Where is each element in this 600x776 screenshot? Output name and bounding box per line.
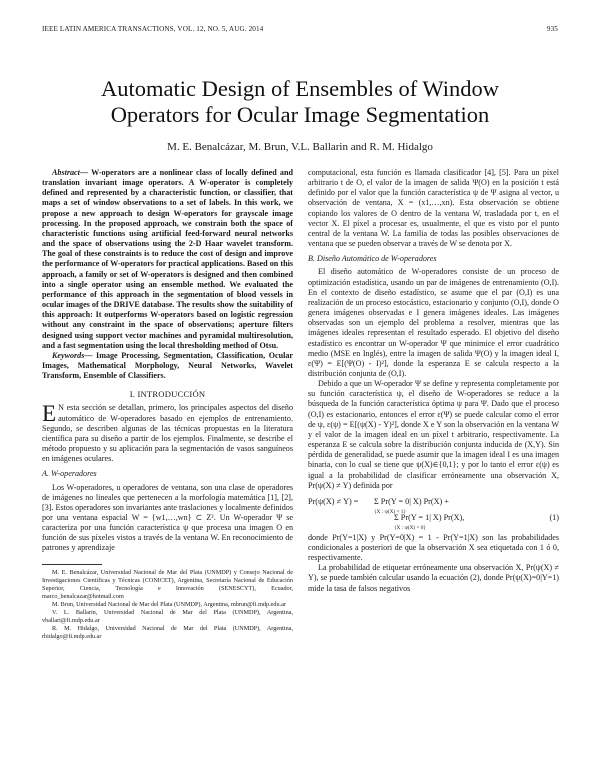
drop-cap: E	[42, 401, 57, 427]
equation-sum-1: Σ Pr(Y = 0| X) Pr(X) +	[374, 496, 449, 506]
right-column	[308, 168, 559, 594]
keywords	[42, 351, 293, 381]
footnote-hidalgo: R. M. Hidalgo, Universidad Nacional de Mar del Plata (UNMDP), Argentina, rhidalgo@fi.mdp.edu.ar	[42, 625, 293, 641]
title-line-1: Automatic Design of Ensembles of Window	[101, 76, 499, 101]
intro-paragraph-1-text: N esta sección se detallan, primero, los principales aspectos del diseño automático de W-operadores basado en ejemplos de entrenamiento. Segundo, se describen algunas de las técnicas propuestas en la literatura científica para su diseño a partir de los ejemplos. Finalmente, se describe el método propuesto y su aplicación para la segmentación de vasos sanguíneos en imágenes oculares.	[42, 403, 293, 464]
footnote-divider	[42, 564, 102, 565]
footnote-brun: M. Brun, Universidad Nacional de Mar del Plata (UNMDP), Argentina, mbrun@fi.mdp.edu.ar	[52, 601, 286, 608]
equation-1	[308, 495, 559, 529]
subsection-heading-diseno: B. Diseño Automático de W-operadores	[308, 254, 437, 264]
abstract-text: — W-operators are a nonlinear class of locally defined and translation invariant image operators. A W-operator is completely defined and represented by a characteristic function, or classifier, that maps a set of window observations to a set of labels. In this work, we propose a new approach to design W-operators for grayscale image processing. In the proposed approach, we constrain both the space of characteristic functions using artificial feed-forward neural networks and the space of observations using the 2-D Haar wavelet transform. The goal of these constraints is to reduce the cost of design and improve the performance of W-operators for practical applications. Based on this approach, a family or set of W-operators is designed and then combined into a single operator using an ensemble method. We evaluated the performance of this approach in the segmentation of blood vessels in ocular images of the DRIVE database. The results show the suitability of this approach: It outperforms W-operators based on logistic regression without any constraint in the space of observations; aperture filters designed using support vector machines and pyramidal multiresolution, and a fast segmentation using the local thresholding method of Otsu.	[42, 168, 293, 350]
title-line-2: Operators for Ocular Image Segmentation	[110, 102, 490, 127]
equation-sum-2: Σ Pr(Y = 1| X) Pr(X),	[394, 512, 465, 522]
section-heading-introduction: I. INTRODUCCIÓN	[129, 389, 206, 400]
keywords-label: Keywords	[52, 350, 85, 360]
page-number: 935	[546, 25, 558, 33]
author-list: M. E. Benalcázar, M. Brun, V.L. Ballarin and R. M. Hidalgo	[167, 141, 433, 153]
running-header: IEEE LATIN AMERICA TRANSACTIONS, VOL. 12, NO. 5, AUG. 2014	[42, 25, 264, 33]
keywords-text: — Image Processing, Segmentation, Classification, Ocular Images, Mathematical Morphology, Neural Networks, Wavelet Transform, Ensemble of Classifiers.	[42, 350, 293, 381]
paragraph-characteristic-function: Debido a que un W-operador Ψ se define y representa completamente por su función característica ψ, el diseño de W-operadores se reduce a la búsqueda de la función característica óptima ψ para Ψ. Dado que el proceso (O,I) es estacionario, entonces el error ε(Ψ) se puede calcular como el error de ψ, ε(ψ) = E[(ψ(X) - Y)²], donde X e Y son la observación en la ventana W y el valor de la imagen ideal en un píxel t arbitrario, respectivamente. La esperanza E se calcula sobre la distribución conjunta inducida de (X,Y). Sin pérdida de generalidad, se puede asumir que la imagen ideal I es una imagen binaria, con lo cual se tiene que ψ(X)∈{0,1}; y por lo tanto el error ε(ψ) es igual a la probabilidad de clasificar erróneamente una observación X, Pr(ψ(X) ≠ Y) definida por	[308, 379, 559, 490]
paragraph-error-probability: La probabilidad de etiquetar erróneamente una observación X, Pr(ψ(X) ≠ Y), se puede también calcular usando la ecuación (2), donde Pr(ψ(X)=0|Y=1) mide la tasa de falsos negativos	[308, 563, 559, 593]
equation-number: (1)	[549, 512, 559, 522]
paper-title	[40, 76, 560, 128]
paragraph-continuation: computacional, esta función es llamada clasificador [4], [5]. Para un píxel arbitrario t de O, el valor de la imagen de salida Ψ(O) en la posición t está definido por el valor que la función característica ψ de Ψ asigna al vector, u observación de ventana, X = (x1,…,xn). Esta observación se obtiene copiando los valores de O dentro de la ventana W, trasladada por t, en el vector X. El píxel a procesar es, usualmente, el que es visto por el punto central de la ventana W. La familia de todas las posibles observaciones de ventana que se pueden observar a través de W se denota por X.	[308, 168, 559, 249]
intro-paragraph-1	[42, 403, 293, 464]
paragraph-design: El diseño automático de W-operadores consiste de un proceso de optimización estadística, usando un par de imágenes de entrenamiento (O,I). En el contexto de diseño estadístico, se asume que el par (O,I) es una realización de un proceso estocástico, estacionario y conjunto (O,I), donde O genera imágenes observadas e I genera imágenes ideales. Las imágenes observadas son un ejemplo del problema a resolver, mientras que las imágenes ideales representan el resultado esperado. El objetivo del diseño estadístico es encontrar un W-operador Ψ que minimice el error cuadrático medio (MSE en Inglés), entre la imagen de salida Ψ(O) y la imagen ideal I, ε(Ψ) = E[(Ψ(O) - I)²], donde la esperanza E se calcula respecto a la distribución conjunta de (O,I).	[308, 267, 559, 378]
equation-sum-1-index: {X : ψ(X) = 1}	[374, 508, 406, 515]
footnote-ballarin: V. L. Ballarin, Universidad Nacional de Mar del Plata (UNMDP), Argentina, vballari@fi.mdp.edu.ar	[42, 609, 293, 625]
abstract-label: Abstract	[52, 168, 80, 177]
paragraph-posterior: donde Pr(Y=1|X) y Pr(Y=0|X) = 1 - Pr(Y=1|X) son las probabilidades condicionales a posteriori de que la observación X sea etiquetada con 1 ó 0, respectivamente.	[308, 532, 559, 563]
equation-sum-2-index: {X : ψ(X) = 0}	[394, 524, 426, 531]
footnote-benalcazar: M. E. Benalcázar, Universidad Nacional de Mar del Plata (UNMDP) y Consejo Nacional de Investigaciones Científicas y Técnicas (CONICET), Argentina, Secretaría Nacional de Educación Superior, Ciencia, Tecnología e Innovación (SENESCYT), Ecuador, marco_benalcazar@hotmail.com	[42, 568, 293, 600]
intro-paragraph-2: Los W-operadores, u operadores de ventana, son una clase de operadores de imágenes no lineales que pertenecen a la morfología matemática [1], [2], [3]. Estos operadores son invariantes ante traslaciones y localmente definidos por una ventana espacial W = {w1,…,wn} ⊂ Z². Un W-operador Ψ se caracteriza por una función característica ψ que procesa una imagen O en función de sus píxeles vistos a través de la ventana W. En reconocimiento de patrones y aprendizaje	[42, 482, 293, 553]
abstract	[42, 168, 293, 351]
subsection-heading-w-operadores: A. W-operadores	[42, 469, 97, 479]
equation-lhs: Pr(ψ(X) ≠ Y) =	[308, 496, 359, 506]
left-column	[42, 168, 293, 641]
